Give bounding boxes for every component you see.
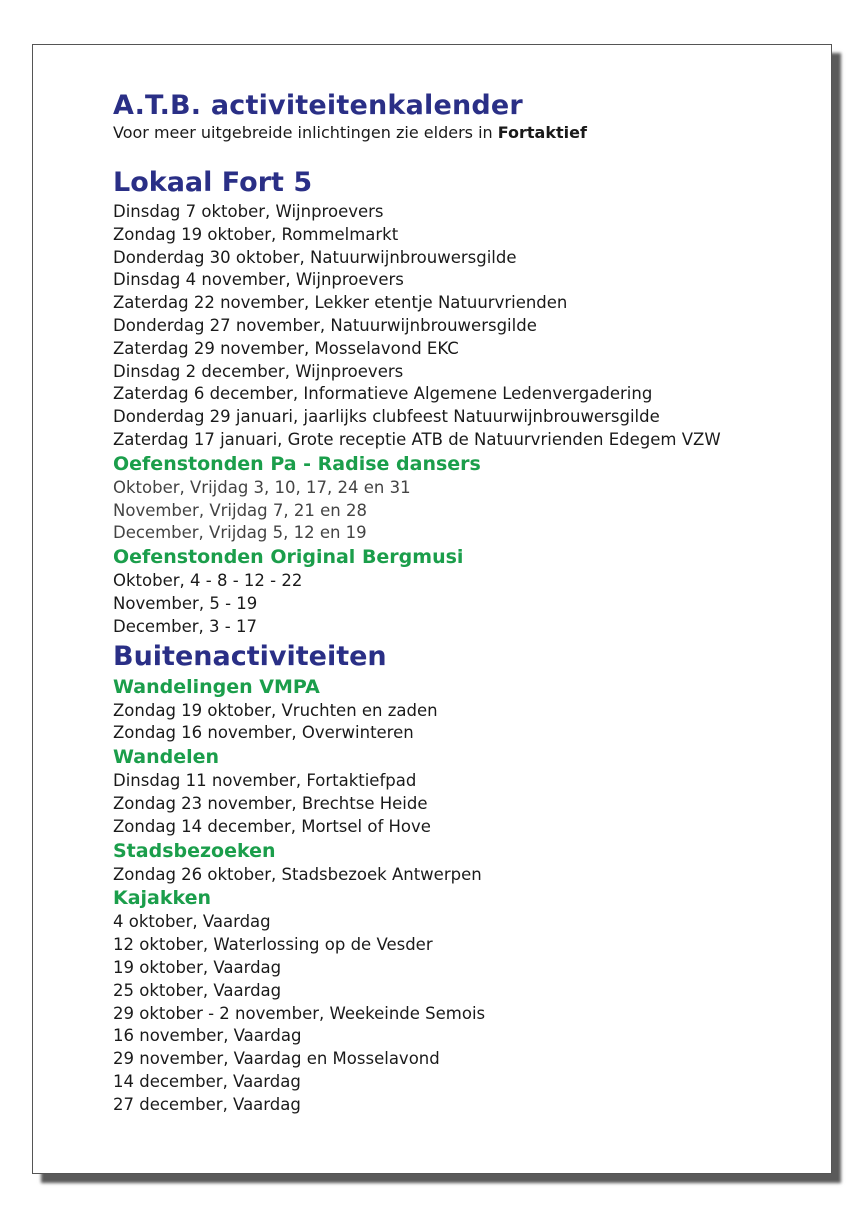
list-item: December, Vrijdag 5, 12 en 19 bbox=[113, 523, 367, 543]
list-item: Dinsdag 4 november, Wijnproevers bbox=[113, 270, 404, 290]
list-lokaal bbox=[113, 201, 813, 452]
list-item: Zondag 16 november, Overwinteren bbox=[113, 723, 414, 743]
subsection-title-kajakken: Kajakken bbox=[113, 887, 212, 910]
list-item: December, 3 - 17 bbox=[113, 616, 257, 636]
calendar-content bbox=[113, 89, 813, 1117]
list-item: Zaterdag 22 november, Lekker etentje Natuurvrienden bbox=[113, 293, 568, 313]
list-item: 4 oktober, Vaardag bbox=[113, 912, 271, 932]
list-item: Zaterdag 17 januari, Grote receptie ATB de Natuurvrienden Edegem VZW bbox=[113, 429, 721, 449]
list-item: Oktober, 4 - 8 - 12 - 22 bbox=[113, 571, 303, 591]
section-title-lokaal: Lokaal Fort 5 bbox=[113, 167, 313, 198]
list-item: Zondag 19 oktober, Vruchten en zaden bbox=[113, 700, 438, 720]
list-item: 14 december, Vaardag bbox=[113, 1071, 301, 1091]
subtitle-text: Voor meer uitgebreide inlichtingen zie elders in bbox=[113, 123, 498, 142]
list-item: Dinsdag 2 december, Wijnproevers bbox=[113, 361, 404, 381]
list-kajakken bbox=[113, 911, 813, 1116]
list-item: 27 december, Vaardag bbox=[113, 1094, 301, 1114]
list-item: 29 november, Vaardag en Mosselavond bbox=[113, 1049, 440, 1069]
subsection-title-stadsbezoeken: Stadsbezoeken bbox=[113, 839, 276, 862]
list-item: Zondag 19 oktober, Rommelmarkt bbox=[113, 224, 399, 244]
list-item: Zondag 23 november, Brechtse Heide bbox=[113, 793, 428, 813]
list-bergmusi bbox=[113, 570, 813, 638]
subtitle-bold-text: Fortaktief bbox=[497, 123, 587, 142]
list-item: 19 oktober, Vaardag bbox=[113, 957, 282, 977]
list-stadsbezoeken bbox=[113, 864, 813, 887]
subsection-title-vmpa: Wandelingen VMPA bbox=[113, 675, 320, 698]
list-item: Donderdag 27 november, Natuurwijnbrouwersgilde bbox=[113, 315, 537, 335]
list-vmpa bbox=[113, 700, 813, 746]
list-item: Zaterdag 29 november, Mosselavond EKC bbox=[113, 338, 459, 358]
list-item: Zondag 26 oktober, Stadsbezoek Antwerpen bbox=[113, 864, 482, 884]
list-item: 12 oktober, Waterlossing op de Vesder bbox=[113, 935, 433, 955]
subsection-title-bergmusi: Oefenstonden Original Bergmusi bbox=[113, 546, 464, 569]
document-page bbox=[32, 44, 832, 1174]
page-subtitle bbox=[113, 123, 813, 143]
subsection-title-wandelen: Wandelen bbox=[113, 746, 220, 769]
list-item: Zondag 14 december, Mortsel of Hove bbox=[113, 816, 431, 836]
list-item: Dinsdag 7 oktober, Wijnproevers bbox=[113, 202, 384, 221]
list-item: 25 oktober, Vaardag bbox=[113, 980, 282, 1000]
list-item: Dinsdag 11 november, Fortaktiefpad bbox=[113, 771, 417, 791]
list-item: November, 5 - 19 bbox=[113, 593, 258, 613]
page-title: A.T.B. activiteitenkalender bbox=[113, 90, 523, 121]
section-title-buiten: Buitenactiviteiten bbox=[113, 640, 387, 672]
list-item: Donderdag 29 januari, jaarlijks clubfeest Natuurwijnbrouwersgilde bbox=[113, 407, 660, 427]
list-radise bbox=[113, 477, 813, 545]
list-item: Donderdag 30 oktober, Natuurwijnbrouwersgilde bbox=[113, 247, 517, 267]
list-item: Zaterdag 6 december, Informatieve Algemene Ledenvergadering bbox=[113, 384, 653, 404]
list-item: 29 oktober - 2 november, Weekeinde Semois bbox=[113, 1003, 486, 1023]
list-item: Oktober, Vrijdag 3, 10, 17, 24 en 31 bbox=[113, 477, 411, 497]
list-item: 16 november, Vaardag bbox=[113, 1026, 302, 1046]
list-wandelen bbox=[113, 770, 813, 838]
list-item: November, Vrijdag 7, 21 en 28 bbox=[113, 500, 367, 520]
subsection-title-radise: Oefenstonden Pa - Radise dansers bbox=[113, 452, 481, 475]
